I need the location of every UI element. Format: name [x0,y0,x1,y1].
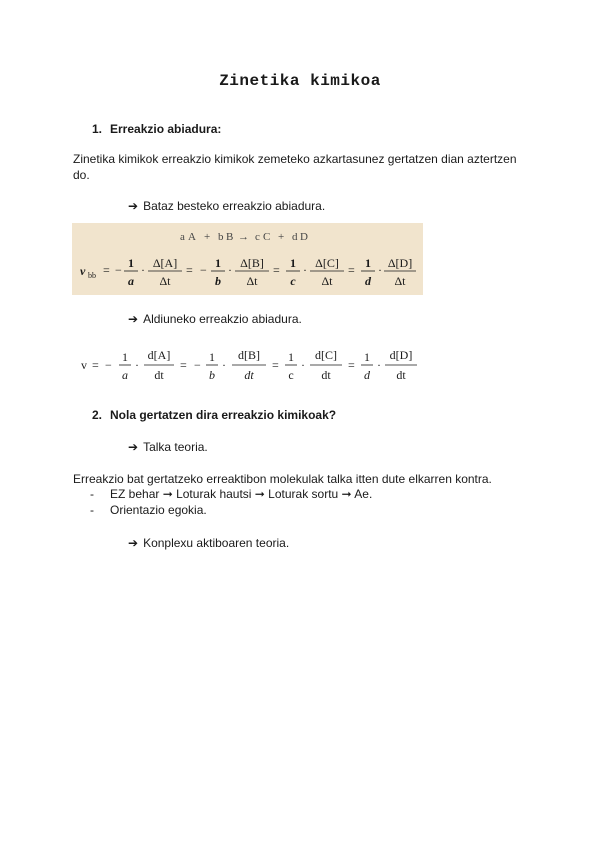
dot-1: · [141,263,145,277]
dash-bullet: - [90,487,94,501]
equals-1: = [103,263,110,277]
v2-frac-6-num: d[C] [315,348,337,362]
reaction-arrow: → [238,231,249,243]
v2-frac-5-num: 1 [288,350,294,364]
frac-7-den: d [365,274,371,288]
v2-frac-8-den: dt [396,368,406,382]
v2-equals-1: = [92,358,99,372]
list-item-collision-theory [128,440,208,454]
frac-5-num: 1 [290,256,296,270]
v2-frac-3-den: b [209,368,215,382]
frac-8-num: Δ[D] [387,256,413,270]
v2-frac-7-den: d [364,368,370,382]
v2-frac-3-num: 1 [209,350,215,364]
v2-frac-4-num: d[B] [238,348,260,362]
reaction-species-D: D [300,231,308,243]
frac-1-num: 1 [128,256,134,270]
dot-2: · [228,263,232,277]
v2-frac-4-den: dt [244,368,254,382]
v2-dot-4: · [377,358,381,372]
section-1-heading [92,122,221,136]
v2-equals-3: = [272,358,279,372]
arrow-icon: ➔ [128,312,139,326]
average-rate-equation [72,223,423,295]
equals-3: = [273,263,280,277]
list-item-activated-complex [128,536,289,550]
frac-6-num: Δ[C] [315,256,339,270]
reaction-species-C: C [263,231,271,243]
section-1-number: 1. [92,122,103,136]
minus-2: − [200,263,207,277]
dot-4: · [378,263,382,277]
instant-rate-equation [80,345,420,383]
frac-6-den: Δt [321,274,333,288]
frac-8-den: Δt [394,274,406,288]
page-title: Zinetika kimikoa [219,72,381,90]
section-2-heading [92,408,336,422]
dash-item-2-text: Orientazio egokia. [110,503,207,517]
instant-rate-equation-svg [80,345,420,383]
reaction-plus-1: + [204,231,211,243]
v2-minus-2: − [194,358,201,372]
equals-4: = [348,263,355,277]
v2-dot-1: · [135,358,139,372]
equals-2: = [186,263,193,277]
minus-1: − [115,263,122,277]
section-2-heading-text: Nola gertatzen dira erreakzio kimikoak? [110,408,337,422]
list-item-average-rate-text: Bataz besteko erreakzio abiadura. [143,199,326,213]
v2-frac-2-den: dt [154,368,164,382]
frac-5-den: c [290,274,296,288]
section-2-paragraph: Erreakzio bat gertatzeko erreaktibon molekulak talka itten dute elkarren kontra. [73,472,492,486]
dash-item-1-text: EZ behar ➞ Loturak hautsi ➞ Loturak sortu ➞ Ae. [110,487,373,501]
dash-item-2 [90,503,207,517]
arrow-icon: ➔ [128,440,139,454]
v2-frac-2-num: d[A] [147,348,171,362]
v2-frac-5-den: c [288,368,294,382]
list-item-collision-theory-text: Talka teoria. [143,440,208,454]
v2-equals-2: = [180,358,187,372]
v2-equals-4: = [348,358,355,372]
reaction-coef-a: a [180,231,185,243]
reaction-coef-c: c [255,231,260,243]
average-rate-equation-svg [72,223,423,295]
reaction-species-A: A [188,231,196,243]
v-symbol: v [80,264,86,278]
v2-frac-6-den: dt [321,368,331,382]
reaction-plus-2: + [278,231,285,243]
arrow-icon: ➔ [128,536,139,550]
dash-item-1 [90,487,372,501]
v2-minus-1: − [105,358,112,372]
v2-frac-8-num: d[D] [389,348,413,362]
frac-2-den: Δt [159,274,171,288]
reaction-coef-d: d [292,231,298,243]
list-item-average-rate [128,199,325,213]
reaction-coef-b: b [218,231,224,243]
frac-3-num: 1 [215,256,221,270]
frac-3-den: b [215,274,221,288]
frac-1-den: a [128,274,134,288]
list-item-instant-rate-text: Aldiuneko erreakzio abiadura. [143,312,302,326]
list-item-instant-rate [128,312,302,326]
dot-3: · [303,263,307,277]
v2-symbol: v [81,358,87,372]
v-subscript: bb [88,271,96,280]
v2-dot-3: · [301,358,305,372]
v2-frac-1-num: 1 [122,350,128,364]
v2-frac-7-num: 1 [364,350,370,364]
frac-2-num: Δ[A] [152,256,178,270]
frac-4-num: Δ[B] [240,256,264,270]
v2-dot-2: · [222,358,226,372]
section-1-paragraph: Zinetika kimikok erreakzio kimikok zemeteko azkartasunez gertatzen dian aztertzen do. [73,152,517,182]
list-item-activated-complex-text: Konplexu aktiboaren teoria. [143,536,290,550]
arrow-icon: ➔ [128,199,139,213]
section-1-heading-text: Erreakzio abiadura: [110,122,222,136]
section-2-number: 2. [92,408,103,422]
v2-frac-1-den: a [122,368,128,382]
dash-bullet: - [90,503,94,517]
reaction-species-B: B [226,231,234,243]
frac-7-num: 1 [365,256,371,270]
frac-4-den: Δt [246,274,258,288]
